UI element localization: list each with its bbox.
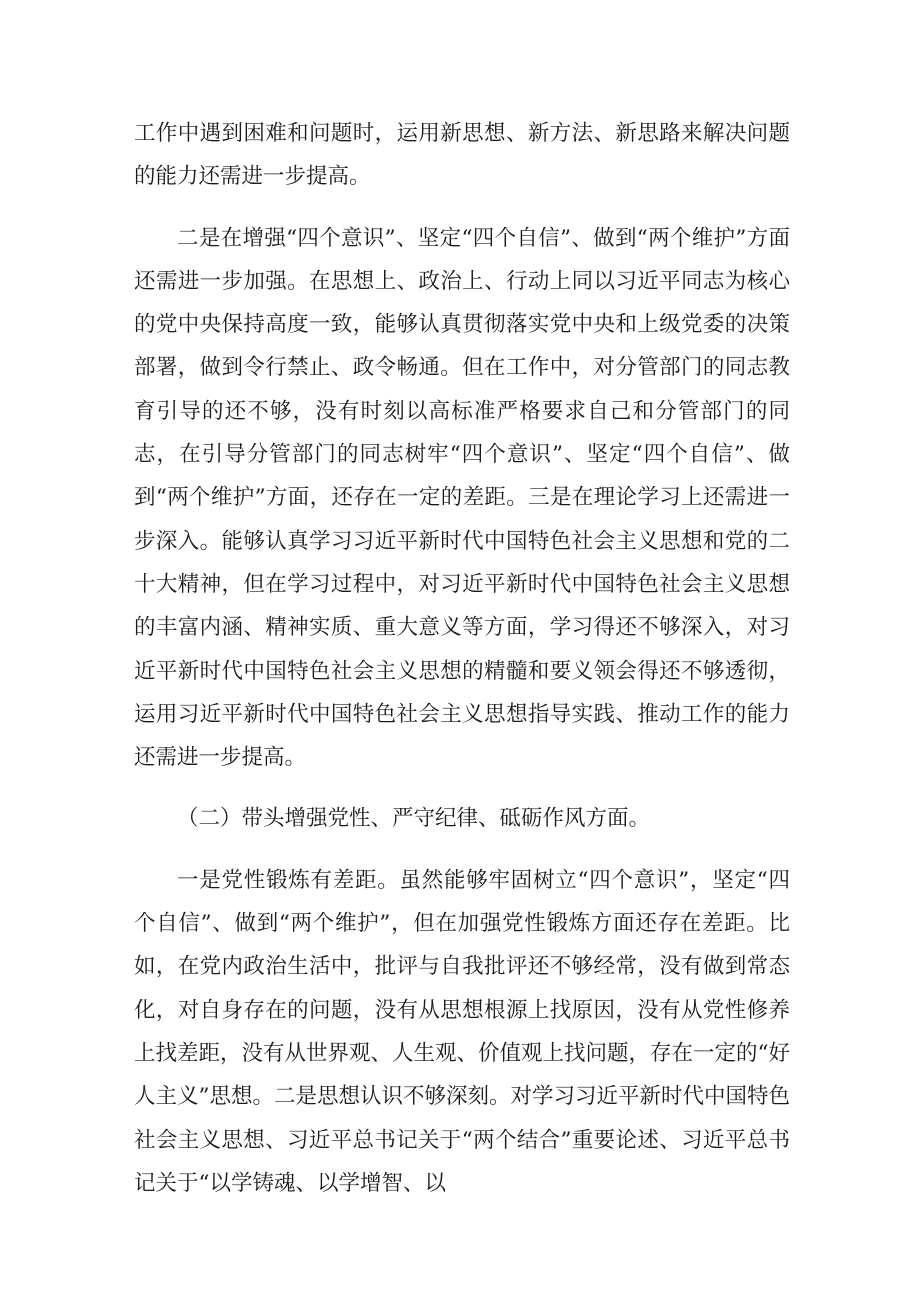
section-heading-party-spirit: （二）带头增强党性、严守纪律、砥砺作风方面。 bbox=[177, 806, 651, 832]
paragraph-four-consciousness: 二是在增强“四个意识”、坚定“四个自信”、做到“两个维护”方面还需进一步加强。在思想上、政治上、行动上同以习近平同志为核心的党中央保持高度一致，能够认真贯彻落实党中央和上级党委的决策部署，做到令行禁止、政令畅通。但在工作中，对分管部门的同志教育引导的还不够，没有时刻以高标准严格要求自己和分管部门的同志，在引导分管部门的同志树牢“四个意识”、坚定“四个自信”、做到“两个维护”方面，还存在一定的差距。三是在理论学习上还需进一步深入。能够认真学习习近平新时代中国特色社会主义思想和党的二十大精神，但在学习过程中，对习近平新时代中国特色社会主义思想的丰富内涵、精神实质、重大意义等方面，学习得还不够深入，对习近平新时代中国特色社会主义思想的精髓和要义领会得还不够透彻，运用习近平新时代中国特色社会主义思想指导实践、推动工作的能力还需进一步提高。 bbox=[134, 225, 790, 771]
document-body bbox=[134, 112, 790, 1205]
paragraph-party-spirit: 一是党性锻炼有差距。虽然能够牢固树立“四个意识”，坚定“四个自信”、做到“两个维护”，但在加强党性锻炼方面还存在差距。比如，在党内政治生活中，批评与自我批评还不够经常，没有做到常态化，对自身存在的问题，没有从思想根源上找原因，没有从党性修养上找差距，没有从世界观、人生观、价值观上找问题，存在一定的“好人主义”思想。二是思想认识不够深刻。对学习习近平新时代中国特色社会主义思想、习近平总书记关于“两个结合”重要论述、习近平总书记关于“以学铸魂、以学增智、以 bbox=[134, 867, 790, 1196]
paragraph-continuation: 工作中遇到困难和问题时，运用新思想、新方法、新思路来解决问题的能力还需进一步提高。 bbox=[134, 121, 790, 190]
